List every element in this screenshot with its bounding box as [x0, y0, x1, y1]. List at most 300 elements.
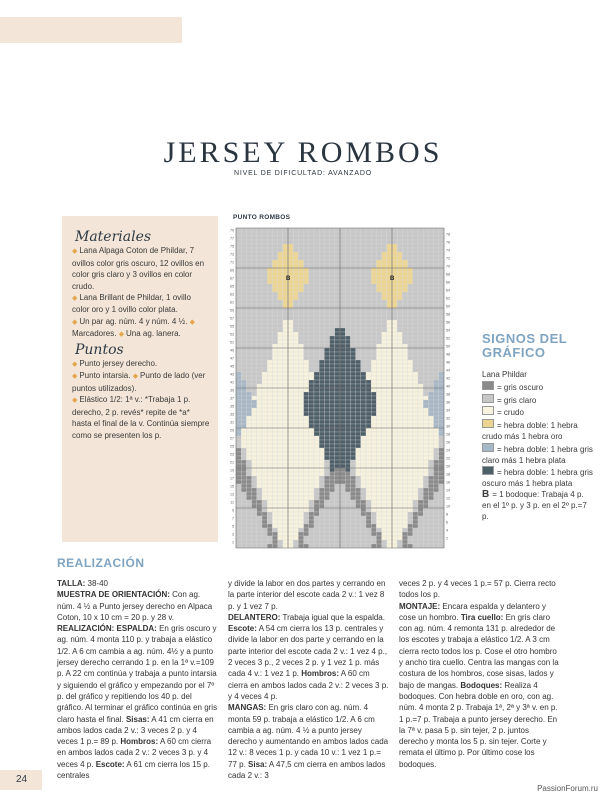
chart-cell: [361, 360, 366, 364]
chart-cell: [402, 252, 407, 256]
chart-cell: [319, 284, 324, 288]
row-tick-left: 45: [230, 364, 234, 369]
chart-cell: [278, 460, 283, 464]
chart-cell: [423, 292, 428, 296]
chart-cell: [236, 424, 241, 428]
chart-cell: [324, 524, 329, 528]
chart-cell: [262, 284, 267, 288]
chart-cell: [257, 408, 262, 412]
chart-cell: [319, 228, 324, 232]
chart-cell: [439, 544, 444, 548]
chart-cell: [257, 376, 262, 380]
chart-cell: [267, 440, 272, 444]
chart-cell: [428, 388, 433, 392]
chart-cell: [397, 452, 402, 456]
chart-cell: [257, 336, 262, 340]
chart-cell: [350, 304, 355, 308]
chart-cell: [402, 364, 407, 368]
chart-cell: [236, 432, 241, 436]
chart-cell: [330, 500, 335, 504]
chart-cell: [324, 364, 329, 368]
chart-cell: [423, 352, 428, 356]
chart-cell: [356, 244, 361, 248]
chart-cell: [272, 412, 277, 416]
chart-cell: [298, 264, 303, 268]
chart-cell: [413, 228, 418, 232]
chart-cell: [387, 400, 392, 404]
chart-cell: [314, 332, 319, 336]
chart-cell: [293, 464, 298, 468]
chart-cell: [236, 244, 241, 248]
chart-cell: [408, 464, 413, 468]
chart-cell: [434, 460, 439, 464]
chart-cell: [330, 508, 335, 512]
chart-cell: [392, 500, 397, 504]
chart-cell: [428, 392, 433, 396]
chart-cell: [345, 320, 350, 324]
chart-cell: [387, 492, 392, 496]
chart-cell: [361, 292, 366, 296]
chart-cell: [283, 540, 288, 544]
chart-cell: [262, 252, 267, 256]
chart-cell: [366, 252, 371, 256]
chart-cell: [335, 328, 340, 332]
chart-cell: [252, 296, 257, 300]
chart-cell: [402, 256, 407, 260]
chart-cell: [236, 260, 241, 264]
chart-cell: [304, 520, 309, 524]
chart-cell: [382, 240, 387, 244]
chart-cell: [252, 256, 257, 260]
chart-cell: [434, 412, 439, 416]
chart-cell: [272, 272, 277, 276]
chart-cell: [283, 292, 288, 296]
chart-cell: [309, 320, 314, 324]
chart-cell: [439, 464, 444, 468]
chart-cell: [335, 312, 340, 316]
chart-cell: [283, 408, 288, 412]
chart-cell: [371, 496, 376, 500]
chart-cell: [371, 408, 376, 412]
chart-cell: [314, 340, 319, 344]
chart-cell: [236, 296, 241, 300]
chart-cell: [428, 400, 433, 404]
chart-cell: [434, 436, 439, 440]
chart-cell: [293, 368, 298, 372]
chart-cell: [428, 476, 433, 480]
chart-cell: [241, 484, 246, 488]
chart-cell: [387, 248, 392, 252]
chart-cell: [366, 488, 371, 492]
chart-cell: [376, 228, 381, 232]
chart-cell: [252, 512, 257, 516]
chart-cell: [309, 408, 314, 412]
chart-cell: [319, 300, 324, 304]
chart-cell: [418, 344, 423, 348]
chart-cell: [283, 488, 288, 492]
chart-cell: [361, 536, 366, 540]
chart-cell: [366, 264, 371, 268]
chart-cell: [434, 264, 439, 268]
chart-cell: [423, 448, 428, 452]
chart-cell: [304, 328, 309, 332]
chart-cell: [272, 300, 277, 304]
chart-cell: [236, 292, 241, 296]
chart-cell: [392, 380, 397, 384]
chart-cell: [272, 320, 277, 324]
chart-cell: [283, 492, 288, 496]
chart-cell: [257, 344, 262, 348]
chart-cell: [376, 508, 381, 512]
chart-cell: [324, 500, 329, 504]
chart-cell: [423, 276, 428, 280]
chart-cell: [246, 304, 251, 308]
chart-cell: [434, 448, 439, 452]
chart-cell: [428, 520, 433, 524]
chart-cell: [257, 412, 262, 416]
chart-cell: [402, 240, 407, 244]
chart-cell: [423, 304, 428, 308]
chart-cell: [293, 516, 298, 520]
chart-cell: [356, 452, 361, 456]
chart-cell: [314, 432, 319, 436]
chart-cell: [288, 228, 293, 232]
chart-cell: [434, 304, 439, 308]
chart-cell: [335, 296, 340, 300]
chart-cell: [366, 348, 371, 352]
chart-cell: [418, 284, 423, 288]
chart-cell: [392, 484, 397, 488]
chart-cell: [293, 336, 298, 340]
chart-cell: [241, 312, 246, 316]
chart-cell: [262, 460, 267, 464]
chart-cell: [397, 420, 402, 424]
chart-cell: [382, 368, 387, 372]
chart-cell: [252, 288, 257, 292]
chart-cell: [434, 344, 439, 348]
chart-cell: [402, 424, 407, 428]
chart-cell: [371, 236, 376, 240]
chart-cell: [252, 324, 257, 328]
chart-cell: [252, 544, 257, 548]
chart-cell: [428, 296, 433, 300]
chart-cell: [428, 336, 433, 340]
chart-cell: [309, 496, 314, 500]
chart-cell: [397, 336, 402, 340]
chart-cell: [257, 332, 262, 336]
chart-cell: [345, 276, 350, 280]
chart-cell: [402, 528, 407, 532]
chart-cell: [382, 528, 387, 532]
row-tick-right: 66: [446, 280, 450, 285]
chart-cell: [293, 300, 298, 304]
chart-cell: [330, 420, 335, 424]
chart-cell: [356, 528, 361, 532]
chart-cell: [397, 360, 402, 364]
chart-cell: [376, 380, 381, 384]
chart-cell: [241, 528, 246, 532]
chart-cell: [288, 252, 293, 256]
chart-cell: [423, 236, 428, 240]
chart-cell: [376, 540, 381, 544]
chart-cell: [335, 452, 340, 456]
chart-cell: [428, 308, 433, 312]
chart-cell: [314, 228, 319, 232]
chart-cell: [283, 284, 288, 288]
chart-cell: [283, 232, 288, 236]
chart-cell: [335, 416, 340, 420]
chart-cell: [330, 236, 335, 240]
chart-cell: [356, 468, 361, 472]
chart-cell: [304, 236, 309, 240]
chart-cell: [408, 412, 413, 416]
chart-cell: [371, 240, 376, 244]
chart-cell: [262, 300, 267, 304]
chart-cell: [304, 412, 309, 416]
chart-cell: [272, 328, 277, 332]
chart-cell: [293, 392, 298, 396]
chart-cell: [262, 428, 267, 432]
chart-cell: [304, 524, 309, 528]
chart-cell: [324, 304, 329, 308]
chart-cell: [428, 428, 433, 432]
chart-cell: [257, 512, 262, 516]
chart-cell: [392, 252, 397, 256]
chart-cell: [314, 348, 319, 352]
chart-cell: [361, 324, 366, 328]
chart-cell: [298, 320, 303, 324]
chart-cell: [241, 496, 246, 500]
chart-cell: [340, 496, 345, 500]
chart-cell: [278, 464, 283, 468]
chart-cell: [257, 356, 262, 360]
chart-cell: [361, 304, 366, 308]
chart-cell: [371, 232, 376, 236]
chart-cell: [257, 480, 262, 484]
chart-cell: [418, 312, 423, 316]
chart-cell: [345, 376, 350, 380]
chart-cell: [392, 416, 397, 420]
chart-cell: [330, 520, 335, 524]
chart-cell: [340, 336, 345, 340]
chart-cell: [335, 396, 340, 400]
chart-cell: [439, 392, 444, 396]
chart-cell: [439, 312, 444, 316]
chart-cell: [361, 448, 366, 452]
chart-cell: [408, 484, 413, 488]
chart-cell: [335, 380, 340, 384]
chart-cell: [397, 272, 402, 276]
chart-cell: [252, 432, 257, 436]
chart-cell: [387, 236, 392, 240]
chart-cell: [236, 364, 241, 368]
chart-cell: [387, 484, 392, 488]
chart-cell: [345, 388, 350, 392]
chart-cell: [314, 492, 319, 496]
chart-cell: [335, 248, 340, 252]
chart-cell: [246, 280, 251, 284]
chart-cell: [392, 460, 397, 464]
chart-cell: [314, 316, 319, 320]
chart-cell: [356, 540, 361, 544]
chart-cell: [413, 284, 418, 288]
chart-cell: [330, 332, 335, 336]
chart-cell: [356, 508, 361, 512]
chart-cell: [397, 248, 402, 252]
chart-cell: [293, 500, 298, 504]
chart-cell: [366, 448, 371, 452]
chart-cell: [345, 236, 350, 240]
chart-cell: [392, 528, 397, 532]
chart-cell: [298, 260, 303, 264]
chart-cell: [428, 464, 433, 468]
chart-cell: [423, 460, 428, 464]
chart-cell: [252, 468, 257, 472]
chart-cell: [293, 472, 298, 476]
chart-cell: [241, 424, 246, 428]
puntos-item: ◆ Punto jersey derecho.: [72, 359, 158, 369]
chart-cell: [288, 452, 293, 456]
chart-cell: [408, 264, 413, 268]
chart-cell: [428, 412, 433, 416]
chart-cell: [397, 296, 402, 300]
chart-cell: [293, 304, 298, 308]
chart-cell: [288, 472, 293, 476]
chart-cell: [340, 264, 345, 268]
chart-cell: [434, 256, 439, 260]
chart-cell: [252, 376, 257, 380]
chart-cell: [330, 256, 335, 260]
chart-cell: [434, 316, 439, 320]
chart-cell: [439, 240, 444, 244]
chart-cell: [278, 504, 283, 508]
chart-cell: [330, 428, 335, 432]
chart-cell: [278, 356, 283, 360]
chart-cell: [366, 324, 371, 328]
chart-cell: [361, 248, 366, 252]
chart-cell: [262, 256, 267, 260]
chart-cell: [314, 404, 319, 408]
chart-cell: [345, 264, 350, 268]
chart-cell: [392, 396, 397, 400]
chart-cell: [262, 372, 267, 376]
chart-cell: [252, 456, 257, 460]
chart-cell: [324, 536, 329, 540]
chart-cell: [387, 440, 392, 444]
chart-cell: [236, 308, 241, 312]
chart-cell: [293, 460, 298, 464]
chart-cell: [423, 316, 428, 320]
chart-cell: [340, 268, 345, 272]
chart-cell: [418, 340, 423, 344]
chart-cell: [236, 444, 241, 448]
legend-item: = gris oscuro: [482, 381, 594, 394]
chart-cell: [371, 460, 376, 464]
chart-cell: [241, 324, 246, 328]
chart-cell: [293, 432, 298, 436]
chart-cell: [356, 316, 361, 320]
chart-cell: [283, 364, 288, 368]
bodoque-marker: B: [286, 276, 291, 282]
chart-cell: [314, 500, 319, 504]
chart-cell: [309, 376, 314, 380]
row-tick-left: 55: [230, 324, 234, 329]
chart-cell: [350, 520, 355, 524]
chart-cell: [371, 284, 376, 288]
chart-cell: [345, 332, 350, 336]
chart-cell: [324, 308, 329, 312]
chart-cell: [408, 356, 413, 360]
chart-cell: [246, 336, 251, 340]
chart-cell: [423, 364, 428, 368]
chart-cell: [257, 272, 262, 276]
chart-cell: [257, 504, 262, 508]
chart-cell: [262, 448, 267, 452]
chart-cell: [252, 448, 257, 452]
row-tick-left: 39: [230, 388, 234, 393]
legend-item: = hebra doble: 1 hebra crudo más 1 hebra oro: [482, 421, 578, 441]
chart-cell: [241, 352, 246, 356]
chart-cell: [278, 308, 283, 312]
chart-cell: [288, 516, 293, 520]
chart-cell: [397, 316, 402, 320]
chart-cell: [356, 372, 361, 376]
chart-cell: [340, 296, 345, 300]
chart-cell: [345, 444, 350, 448]
page-number: 24: [16, 774, 28, 785]
page-number-tab: [0, 770, 42, 790]
chart-cell: [267, 264, 272, 268]
chart-cell: [278, 412, 283, 416]
chart-cell: [361, 412, 366, 416]
chart-cell: [387, 384, 392, 388]
chart-cell: [397, 476, 402, 480]
chart-cell: [262, 496, 267, 500]
chart-cell: [288, 368, 293, 372]
chart-cell: [278, 488, 283, 492]
chart-cell: [330, 424, 335, 428]
chart-cell: [314, 388, 319, 392]
chart-cell: [252, 272, 257, 276]
chart-cell: [288, 544, 293, 548]
chart-cell: [382, 248, 387, 252]
chart-cell: [387, 416, 392, 420]
chart-cell: [423, 472, 428, 476]
chart-cell: [413, 504, 418, 508]
chart-cell: [423, 244, 428, 248]
chart-cell: [382, 336, 387, 340]
chart-cell: [330, 312, 335, 316]
chart-cell: [267, 508, 272, 512]
chart-cell: [402, 308, 407, 312]
chart-cell: [278, 432, 283, 436]
chart-cell: [257, 436, 262, 440]
chart-cell: [272, 488, 277, 492]
chart-cell: [241, 460, 246, 464]
chart-cell: [340, 244, 345, 248]
chart-cell: [371, 488, 376, 492]
chart-cell: [304, 352, 309, 356]
chart-cell: [241, 244, 246, 248]
chart-cell: [361, 256, 366, 260]
chart-cell: [293, 316, 298, 320]
chart-cell: [413, 456, 418, 460]
chart-cell: [361, 516, 366, 520]
chart-cell: [376, 504, 381, 508]
chart-cell: [267, 288, 272, 292]
chart-cell: [293, 456, 298, 460]
chart-cell: [252, 404, 257, 408]
